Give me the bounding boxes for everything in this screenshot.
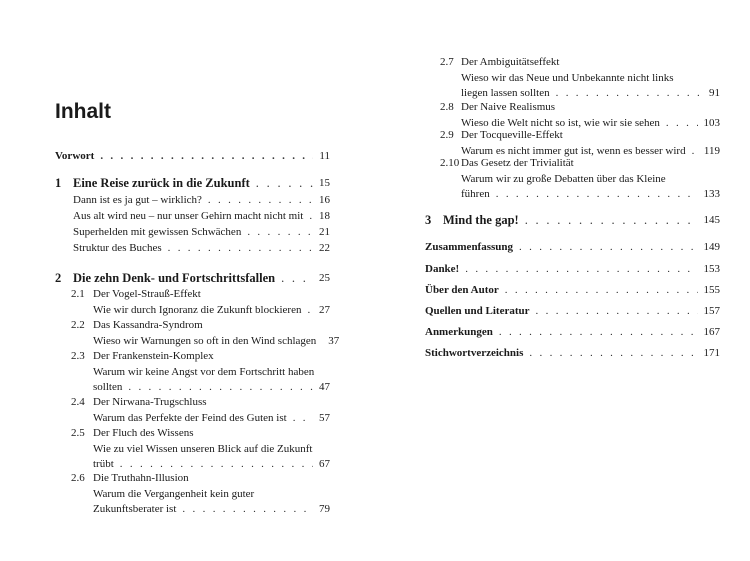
leader-dots: [182, 502, 313, 518]
entry-subtitle: Zukunftsberater ist: [93, 503, 177, 515]
leader-dots: [465, 262, 697, 278]
toc-entry-2-5[interactable]: [71, 426, 330, 473]
chapter-number: 2: [55, 271, 62, 285]
toc-entry-2-10[interactable]: [440, 156, 720, 203]
entry-title: Eine Reise zurück in die Zukunft: [73, 176, 250, 190]
toc-heading: Inhalt: [55, 100, 111, 123]
entry-page: 145: [703, 214, 720, 226]
entry-subtitle: Warum wir zu große Debatten über das Kleine: [461, 172, 666, 185]
toc-entry-2-6[interactable]: [71, 471, 330, 518]
entry-title: Der Ambiguitätseffekt: [461, 56, 560, 68]
chapter-number: 1: [55, 176, 62, 190]
entry-page: 157: [703, 305, 720, 317]
entry-title: Der Frankenstein-Komplex: [93, 350, 214, 362]
entry-page: 25: [319, 272, 330, 284]
entry-subtitle: Warum das Perfekte der Feind des Guten ist: [93, 411, 287, 424]
toc-entry-danke[interactable]: [425, 262, 720, 278]
leader-dots: [208, 193, 313, 209]
toc-entry-1-1[interactable]: [73, 193, 330, 209]
entry-title: Das Kassandra-Syndrom: [93, 319, 203, 331]
toc-entry-1-3[interactable]: [73, 225, 330, 241]
entry-subtitle: Warum es nicht immer gut ist, wenn es besser wird: [461, 144, 686, 157]
entry-title: Die Truthahn-Illusion: [93, 472, 189, 484]
leader-dots: [519, 240, 697, 256]
section-number: 2.4: [71, 396, 85, 408]
entry-title: Zusammenfassung: [425, 241, 514, 253]
toc-entry-quellen[interactable]: [425, 304, 720, 320]
entry-title: Aus alt wird neu – nur unser Gehirn macht nicht mit: [73, 210, 304, 222]
leader-dots: [529, 346, 697, 362]
section-number: 2.2: [71, 319, 85, 331]
entry-title: Superhelden mit gewissen Schwächen: [73, 226, 242, 238]
entry-title: Über den Autor: [425, 284, 499, 296]
entry-page: 15: [319, 177, 330, 189]
entry-page: 103: [703, 116, 720, 129]
entry-page: 67: [319, 458, 330, 470]
toc-entry-1-2[interactable]: [73, 209, 330, 225]
toc-entry-2-4[interactable]: [71, 395, 330, 426]
entry-title: Der Fluch des Wissens: [93, 427, 194, 439]
entry-page: 16: [319, 194, 330, 206]
entry-subtitle: Wie zu viel Wissen unseren Blick auf die Zukunft: [93, 442, 313, 455]
section-number: 2.10: [440, 157, 460, 169]
entry-title: Der Vogel-Strauß-Effekt: [93, 288, 201, 300]
entry-title: Quellen und Literatur: [425, 305, 530, 317]
entry-page: 21: [319, 226, 330, 238]
toc-entry-2-9[interactable]: [440, 128, 720, 159]
section-number: 2.7: [440, 56, 454, 68]
entry-title: Das Gesetz der Trivialität: [461, 157, 574, 169]
entry-subtitle: trübt: [93, 458, 114, 470]
entry-page: 155: [703, 284, 720, 296]
entry-title: Mind the gap!: [443, 213, 519, 227]
entry-subtitle: Wie wir durch Ignoranz die Zukunft blockieren: [93, 303, 302, 316]
entry-title: Der Nirwana-Trugschluss: [93, 396, 207, 408]
entry-subtitle: Warum die Vergangenheit kein guter: [93, 487, 255, 500]
entry-page: 57: [319, 411, 330, 424]
entry-page: 91: [709, 87, 720, 99]
entry-page: 37: [328, 334, 340, 347]
entry-title: Vorwort: [55, 150, 95, 162]
toc-entry-ueber-den-autor[interactable]: [425, 283, 720, 299]
entry-page: 153: [703, 263, 720, 275]
toc-entry-2-1[interactable]: [71, 287, 330, 318]
entry-page: 167: [703, 326, 720, 338]
entry-subtitle: sollten: [93, 381, 123, 393]
right-page: [375, 0, 750, 561]
entry-subtitle: liegen lassen sollten: [461, 87, 550, 99]
entry-page: 119: [703, 144, 720, 157]
entry-page: 79: [319, 503, 330, 515]
leader-dots: [307, 303, 313, 319]
entry-title: Dann ist es ja gut – wirklich?: [73, 194, 202, 206]
entry-title: Der Tocqueville-Effekt: [461, 129, 563, 141]
section-number: 2.6: [71, 472, 85, 484]
toc-entry-vorwort[interactable]: [55, 149, 330, 165]
toc-entry-chapter-3[interactable]: [425, 213, 720, 229]
entry-subtitle: Wieso wir das Neue und Unbekannte nicht links: [461, 71, 674, 84]
toc-entry-chapter-1[interactable]: [55, 176, 330, 192]
entry-title: Die zehn Denk- und Fortschrittsfallen: [73, 271, 276, 285]
toc-entry-stichwortverzeichnis[interactable]: [425, 346, 720, 362]
entry-page: 47: [319, 381, 330, 393]
entry-title: Danke!: [425, 263, 460, 275]
toc-entry-zusammenfassung[interactable]: [425, 240, 720, 256]
entry-title: Der Naive Realismus: [461, 101, 556, 113]
toc-entry-anmerkungen[interactable]: [425, 325, 720, 341]
section-number: 2.5: [71, 427, 85, 439]
entry-title: Struktur des Buches: [73, 242, 162, 254]
toc-entry-2-8[interactable]: [440, 100, 720, 131]
leader-dots: [309, 209, 313, 225]
leader-dots: [525, 213, 698, 229]
entry-page: 22: [319, 242, 330, 254]
section-number: 2.1: [71, 288, 85, 300]
leader-dots: [256, 176, 313, 192]
leader-dots: [536, 304, 698, 320]
entry-subtitle: Wieso wir Warnungen so oft in den Wind schlagen: [93, 334, 317, 347]
toc-entry-chapter-2[interactable]: [55, 271, 330, 287]
toc-entry-1-4[interactable]: [73, 241, 330, 257]
entry-subtitle: führen: [461, 188, 490, 200]
toc-entry-2-2[interactable]: [71, 318, 340, 349]
section-number: 2.9: [440, 129, 454, 141]
leader-dots: [496, 187, 698, 203]
chapter-number: 3: [425, 213, 432, 227]
leader-dots: [128, 380, 313, 396]
entry-page: 149: [703, 241, 720, 253]
leader-dots: [281, 271, 313, 287]
leader-dots: [247, 225, 313, 241]
toc-entry-2-3[interactable]: [71, 349, 330, 396]
leader-dots: [505, 283, 698, 299]
entry-page: 18: [319, 210, 330, 222]
entry-subtitle: Warum wir keine Angst vor dem Fortschritt haben: [93, 365, 315, 378]
leader-dots: [293, 411, 313, 427]
entry-title: Anmerkungen: [425, 326, 493, 338]
entry-page: 171: [703, 347, 720, 359]
entry-page: 27: [319, 303, 330, 316]
leader-dots: [100, 149, 313, 165]
leader-dots: [499, 325, 698, 341]
toc-entry-2-7[interactable]: [440, 55, 720, 102]
leader-dots: [168, 241, 313, 257]
section-number: 2.3: [71, 350, 85, 362]
section-number: 2.8: [440, 101, 454, 113]
entry-title: Stichwortverzeichnis: [425, 347, 524, 359]
entry-page: 11: [319, 150, 330, 162]
entry-subtitle: Wieso die Welt nicht so ist, wie wir sie sehen: [461, 116, 660, 129]
entry-page: 133: [703, 188, 720, 200]
